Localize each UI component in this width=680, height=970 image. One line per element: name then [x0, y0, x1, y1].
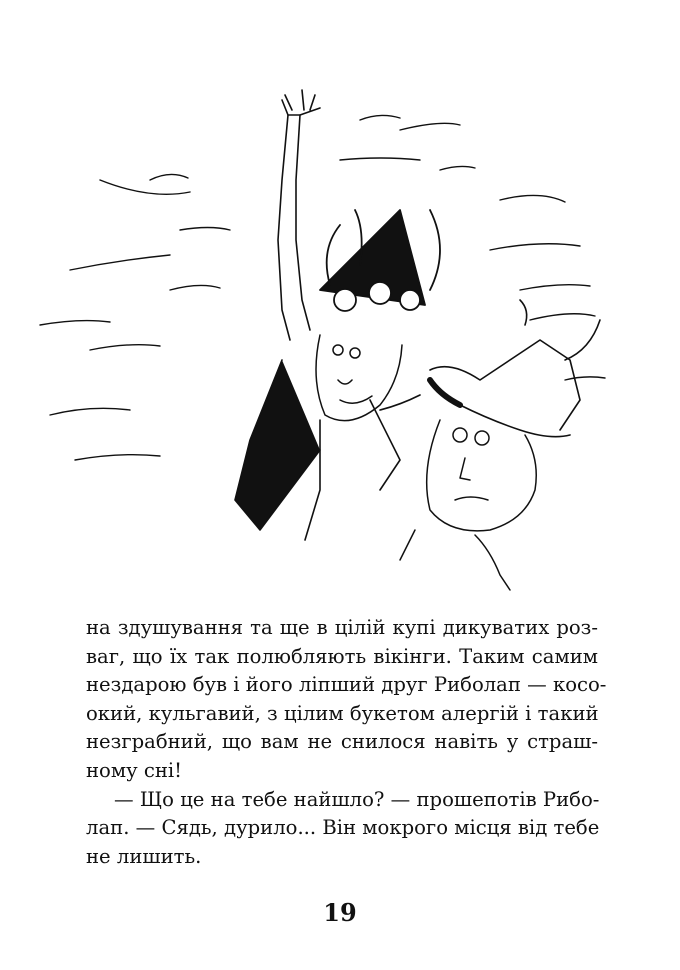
text-line: нездарою був і його ліпший друг Риболап — косо-	[86, 673, 607, 697]
page-number: 19	[323, 898, 357, 927]
text-line: на здушування та ще в цілій купі дикуватих роз-	[86, 616, 598, 639]
helmet-small	[430, 300, 600, 437]
text-line: окий, кульгавий, з цілим букетом алергій і такий	[86, 701, 599, 725]
text-line: не лишить.	[86, 844, 202, 868]
text-line: ваг, що їх так полюбляють вікінги. Таким самим	[86, 644, 598, 668]
helmet-tall	[320, 210, 440, 311]
text-line: — Що це на тебе найшло? — прошепотів Рибо-	[114, 787, 600, 811]
raised-arm	[278, 90, 320, 340]
text-line: ному сні!	[86, 758, 183, 782]
viking-sketch-illustration	[20, 60, 640, 600]
body-text	[86, 614, 607, 871]
text-line: лап. — Сядь, дурило... Він мокрого місця від тебе	[86, 816, 600, 840]
face-small	[400, 420, 536, 590]
text-line: незграбний, що вам не снилося навіть у страш-	[86, 730, 598, 754]
